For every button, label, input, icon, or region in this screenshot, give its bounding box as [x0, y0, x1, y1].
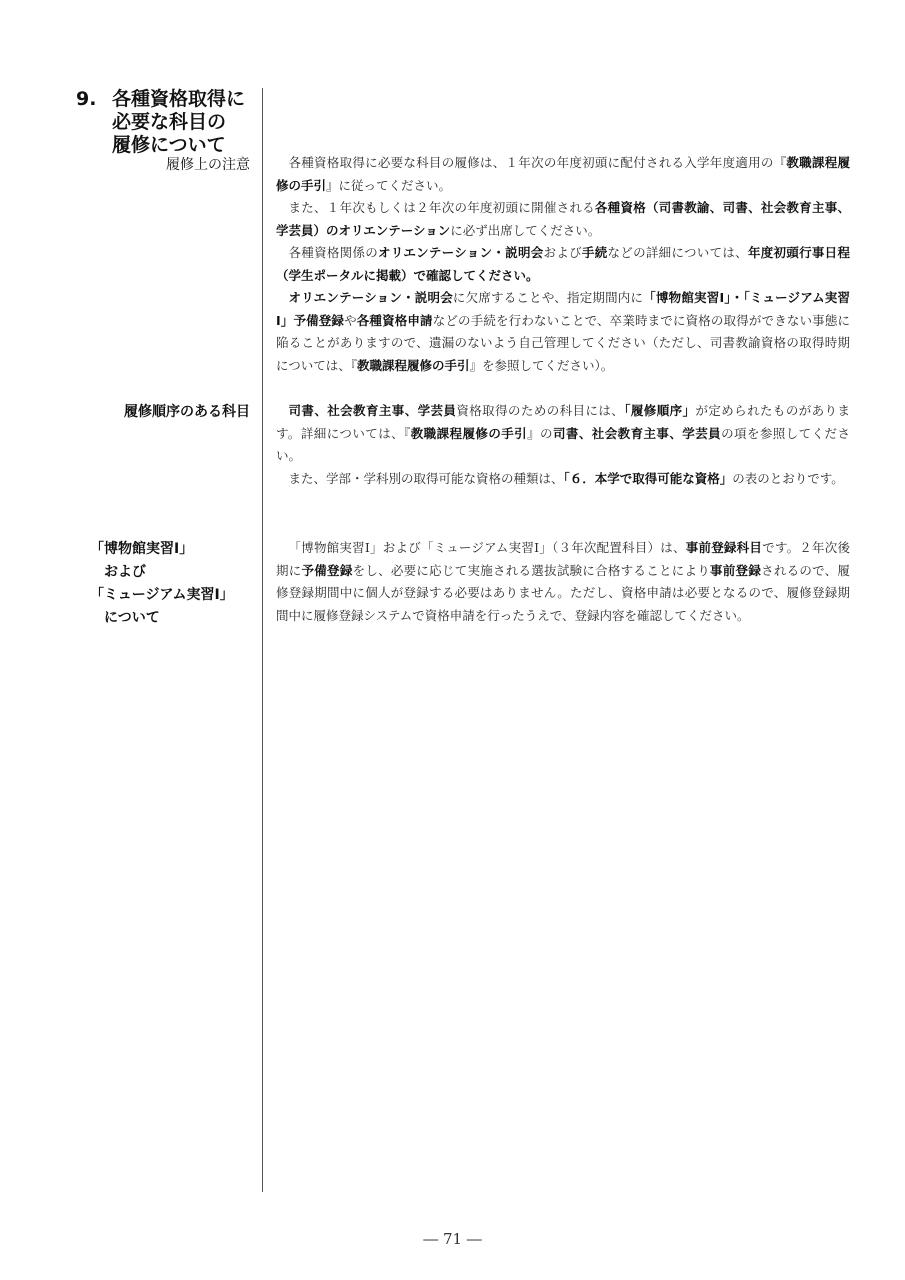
- body-text: や: [344, 312, 357, 328]
- section-label-notes: 履修上の注意: [166, 157, 250, 173]
- body-text: 資格取得のための科目には、: [456, 403, 625, 418]
- paragraph: [276, 242, 850, 287]
- body-text: です。２年次後期に: [276, 540, 850, 578]
- emphasis-text: 予備登録: [301, 562, 353, 578]
- body-text: をし、必要に応じて実施される選抜試験に合格することにより: [352, 562, 711, 578]
- emphasis-text: 年度初頭行事日程（学生ポータルに掲載）で確認してください。: [276, 245, 850, 283]
- section-label-order: 履修順序のある科目: [124, 404, 250, 420]
- body-text: 各種資格関係の: [288, 245, 379, 260]
- body-text: 』の: [527, 425, 553, 441]
- section-label-line: 「ミュージアム実習Ⅰ」: [90, 587, 234, 603]
- chapter-title: [112, 88, 245, 157]
- body-text: および: [543, 245, 582, 260]
- body-text: また、１年次もしくは２年次の年度初頭に開催される: [288, 200, 595, 215]
- chapter-title-line: 必要な科目の: [112, 111, 227, 133]
- body-text: 』に従ってください。: [326, 177, 452, 193]
- chapter-title-line: 各種資格取得に: [112, 88, 246, 110]
- paragraph: [276, 468, 850, 491]
- paragraph: [276, 197, 850, 242]
- body-text: に必ず出席してください。: [450, 222, 601, 238]
- emphasis-text: 「６．本学で取得可能な資格」: [563, 470, 733, 486]
- body-text: などの手続を行わないことで、卒業時までに資格の取得ができない事態に陥ることがありますので、遺漏のないよう自己管理してください（ただし、司書教諭資格の取得時期については、『: [276, 312, 850, 373]
- emphasis-text: 司書、社会教育主事、学芸員: [288, 403, 457, 418]
- emphasis-text: 事前登録: [710, 562, 762, 578]
- emphasis-text: 手続: [581, 245, 608, 260]
- body-text: されるので、履修登録期間中に個人が登録する必要はありません。ただし、資格申請は必要となるので、履修登録期間中に履修登録システムで資格申請を行ったうえで、登録内容を確認してください。: [276, 562, 850, 623]
- section-label-line: 「博物館実習Ⅰ」: [90, 541, 194, 557]
- body-text: の項を参照してください。: [276, 425, 850, 463]
- vertical-divider: [262, 88, 263, 1192]
- emphasis-text: 教職課程履修の手引: [357, 357, 470, 373]
- body-text: 』を参照してください）。: [469, 357, 614, 373]
- emphasis-text: 各種資格（司書教諭、司書、社会教育主事、学芸員）のオリエンテーション: [276, 200, 850, 238]
- emphasis-text: 教職課程履修の手引: [410, 425, 528, 441]
- body-text: が定められたものがあります。詳細については、『: [276, 403, 850, 441]
- body-text: また、学部・学科別の取得可能な資格の種類は、: [288, 470, 564, 486]
- emphasis-text: 各種資格申請: [356, 312, 433, 328]
- emphasis-text: 教職課程履修の手引: [276, 155, 850, 193]
- section-label-museum: [90, 538, 234, 630]
- paragraph: [276, 537, 850, 627]
- body-text: 各種資格取得に必要な科目の履修は、１年次の年度初頭に配付される入学年度適用の『: [288, 155, 787, 170]
- section-label-line: および: [90, 564, 146, 580]
- paragraph: [276, 400, 850, 468]
- body-text: に欠席することや、指定期間内に: [452, 290, 644, 305]
- emphasis-text: オリエンテーション・説明会: [288, 290, 453, 305]
- emphasis-text: 「履修順序」: [624, 403, 696, 418]
- section-label-line: について: [90, 610, 160, 626]
- section-body-notes: [276, 152, 850, 377]
- emphasis-text: 司書、社会教育主事、学芸員: [552, 425, 722, 441]
- body-text: の表のとおりです。: [732, 470, 844, 486]
- chapter-title-line: 履修について: [112, 134, 226, 156]
- body-text: などの詳細については、: [607, 245, 748, 260]
- emphasis-text: オリエンテーション・説明会: [378, 245, 544, 260]
- emphasis-text: 事前登録科目: [685, 540, 763, 555]
- paragraph: [276, 287, 850, 377]
- section-body-order: [276, 400, 850, 490]
- page-number: ― 71 ―: [423, 1230, 482, 1248]
- body-text: 「博物館実習Ⅰ」および「ミュージアム実習Ⅰ」（３年次配置科目）は、: [288, 540, 686, 555]
- chapter-number: 9.: [76, 88, 97, 110]
- section-body-museum: [276, 537, 850, 627]
- paragraph: [276, 152, 850, 197]
- emphasis-text: 「博物館実習Ⅰ」・「ミュージアム実習Ⅰ」予備登録: [276, 290, 850, 328]
